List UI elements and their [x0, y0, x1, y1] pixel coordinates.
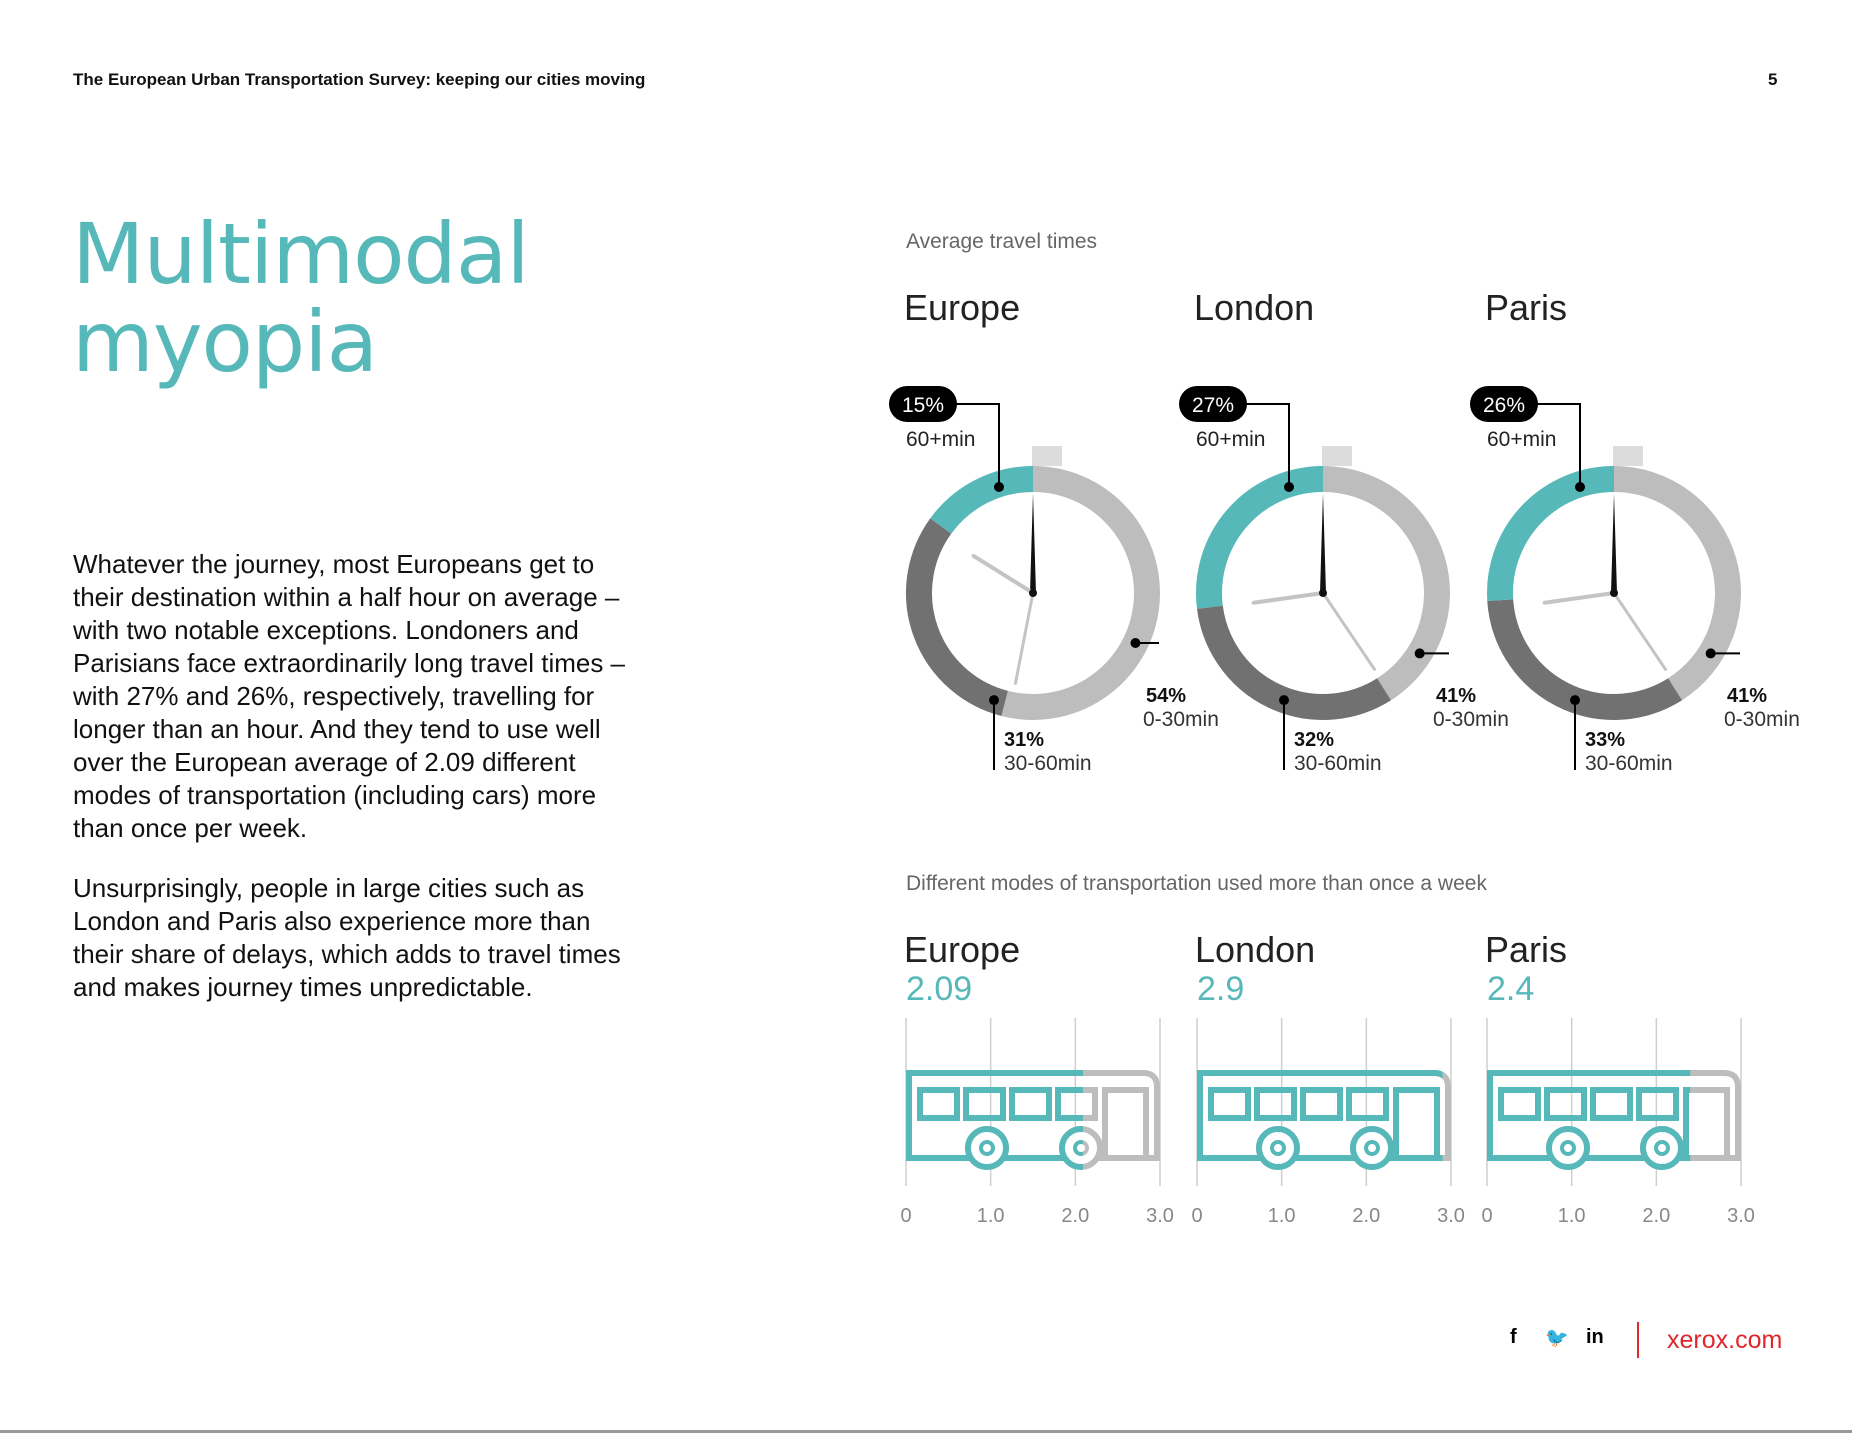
- bus-window-fill-europe-1: [966, 1090, 1003, 1118]
- modes-chart-name-europe: Europe: [904, 929, 1021, 970]
- bus-window-fill-london-3: [1349, 1090, 1386, 1118]
- footer-divider: [1637, 1322, 1639, 1358]
- callout-pct-60-paris: 26%: [1482, 394, 1526, 417]
- bus-wheel-fill-europe-0: [968, 1129, 1006, 1167]
- tick-label-europe-3: 3.0: [1146, 1205, 1174, 1227]
- bus-window-background-paris-0: [1501, 1090, 1538, 1118]
- stopwatch-second-hand-europe: [1030, 493, 1036, 593]
- modes-chart-value-paris: 2.4: [1487, 970, 1535, 1008]
- travel-chart-name-europe: Europe: [904, 287, 1021, 328]
- bus-door-background-london: [1396, 1090, 1437, 1158]
- callout-pct-030-paris: 41%: [1727, 685, 1768, 707]
- bus-window-background-london-1: [1257, 1090, 1294, 1118]
- callout-label-60-london: 60+min: [1196, 428, 1266, 451]
- bus-window-fill-europe-3: [1058, 1090, 1095, 1118]
- bus-window-background-paris-2: [1593, 1090, 1630, 1118]
- stopwatch-center-paris: [1610, 589, 1618, 597]
- callout-label-60-paris: 60+min: [1487, 428, 1557, 451]
- donut-slice-europe-60plusmin: [941, 479, 1033, 526]
- callout-label-3060-london: 30-60min: [1294, 752, 1382, 775]
- tick-label-europe-0: 0: [900, 1205, 912, 1227]
- bus-window-fill-paris-1: [1547, 1090, 1584, 1118]
- bottom-rule: [0, 1430, 1852, 1433]
- stopwatch-hour-hand-london: [1254, 593, 1323, 603]
- modes-chart-value-europe: 2.09: [906, 970, 973, 1008]
- tick-label-paris-1: 1.0: [1557, 1205, 1586, 1227]
- facebook-icon[interactable]: f: [1510, 1326, 1517, 1348]
- tick-label-london-0: 0: [1191, 1205, 1203, 1227]
- callout-pct-3060-paris: 33%: [1585, 729, 1626, 751]
- page-number: 5: [1768, 70, 1778, 89]
- travel-times-chart-title: Average travel times: [906, 230, 1098, 253]
- bus-wheel-fill-london-1: [1353, 1129, 1391, 1167]
- tick-label-paris-0: 0: [1481, 1205, 1493, 1227]
- callout-label-3060-europe: 30-60min: [1004, 752, 1092, 775]
- donut-slice-paris-60plusmin: [1500, 479, 1614, 600]
- bus-window-background-europe-1: [966, 1090, 1003, 1118]
- bus-window-fill-europe-0: [920, 1090, 957, 1118]
- donut-slice-europe-30-60min: [919, 526, 1005, 703]
- travel-chart-name-london: London: [1194, 287, 1315, 328]
- stopwatch-center-europe: [1029, 589, 1037, 597]
- bus-window-background-paris-1: [1547, 1090, 1584, 1118]
- body-paragraph-1: Whatever the journey, most Europeans get to their destination within a half hour on average – with two notable exceptions. Londoners and Parisians face extraordinarily long travel times – with 27% and 26%, respectively, travelling for longer than an hour. And they tend to use well over the European average of 2.09 different modes of transportation (including cars) more than once per week.: [73, 549, 626, 843]
- callout-label-030-europe: 0-30min: [1143, 708, 1219, 731]
- bus-window-fill-london-2: [1303, 1090, 1340, 1118]
- stopwatch-minute-hand-london: [1323, 593, 1374, 669]
- callout-label-030-paris: 0-30min: [1724, 708, 1800, 731]
- modes-chart-name-paris: Paris: [1485, 929, 1568, 970]
- callout-pct-030-europe: 54%: [1146, 685, 1187, 707]
- callout-pct-3060-europe: 31%: [1004, 729, 1045, 751]
- callout-pct-60-london: 27%: [1191, 394, 1235, 417]
- stopwatch-crown-europe: [1032, 446, 1062, 466]
- modes-chart-title: Different modes of transportation used more than once a week: [906, 872, 1487, 895]
- stopwatch-hour-hand-paris: [1545, 593, 1614, 603]
- callout-pct-60-europe: 15%: [901, 394, 945, 417]
- twitter-icon[interactable]: 🐦: [1545, 1328, 1569, 1349]
- linkedin-icon[interactable]: in: [1586, 1326, 1604, 1348]
- bus-door-fill-london: [1396, 1090, 1437, 1158]
- bus-window-background-london-2: [1303, 1090, 1340, 1118]
- modes-chart-value-london: 2.9: [1197, 970, 1245, 1008]
- tick-label-london-2: 2.0: [1352, 1205, 1381, 1227]
- bus-window-fill-london-0: [1211, 1090, 1248, 1118]
- page-title-line-2: myopia: [72, 293, 378, 391]
- bus-door-background-paris: [1686, 1090, 1727, 1158]
- tick-label-paris-2: 2.0: [1642, 1205, 1671, 1227]
- bus-door-fill-paris: [1686, 1090, 1727, 1158]
- tick-label-london-3: 3.0: [1437, 1205, 1465, 1227]
- tick-label-europe-2: 2.0: [1061, 1205, 1090, 1227]
- bus-window-background-london-3: [1349, 1090, 1386, 1118]
- callout-label-3060-paris: 30-60min: [1585, 752, 1673, 775]
- bus-wheel-fill-paris-1: [1643, 1129, 1681, 1167]
- footer-site-link[interactable]: xerox.com: [1667, 1326, 1783, 1354]
- tick-label-london-1: 1.0: [1267, 1205, 1296, 1227]
- stopwatch-second-hand-paris: [1611, 493, 1617, 593]
- stopwatch-minute-hand-paris: [1614, 593, 1665, 669]
- bus-wheel-fill-london-0: [1259, 1129, 1297, 1167]
- donut-slice-paris-30-60min: [1500, 600, 1675, 707]
- tick-label-europe-1: 1.0: [976, 1205, 1005, 1227]
- bus-door-fill-europe: [1105, 1090, 1146, 1158]
- stopwatch-minute-hand-europe: [1015, 593, 1033, 683]
- stopwatch-center-london: [1319, 589, 1327, 597]
- callout-label-030-london: 0-30min: [1433, 708, 1509, 731]
- bus-window-fill-london-1: [1257, 1090, 1294, 1118]
- bus-wheel-fill-paris-0: [1549, 1129, 1587, 1167]
- stopwatch-hour-hand-europe: [974, 556, 1033, 593]
- modes-chart-name-london: London: [1195, 929, 1316, 970]
- donut-slice-london-30-60min: [1210, 607, 1384, 707]
- bus-window-background-europe-3: [1058, 1090, 1095, 1118]
- stopwatch-crown-london: [1322, 446, 1352, 466]
- bus-window-fill-europe-2: [1012, 1090, 1049, 1118]
- donut-slice-europe-0-30min: [1005, 479, 1147, 707]
- donut-slice-london-60plusmin: [1209, 479, 1323, 607]
- bus-window-background-europe-0: [920, 1090, 957, 1118]
- bus-window-background-london-0: [1211, 1090, 1248, 1118]
- bus-window-fill-paris-2: [1593, 1090, 1630, 1118]
- stopwatch-crown-paris: [1613, 446, 1643, 466]
- bus-window-background-europe-2: [1012, 1090, 1049, 1118]
- bus-window-fill-paris-3: [1639, 1090, 1676, 1118]
- tick-label-paris-3: 3.0: [1727, 1205, 1755, 1227]
- page-title-line-1: Multimodal: [72, 205, 529, 303]
- callout-pct-030-london: 41%: [1436, 685, 1477, 707]
- bus-window-background-paris-3: [1639, 1090, 1676, 1118]
- callout-pct-3060-london: 32%: [1294, 729, 1335, 751]
- bus-door-background-europe: [1105, 1090, 1146, 1158]
- body-paragraph-2: Unsurprisingly, people in large cities such as London and Paris also experience more than their share of delays, which adds to travel times and makes journey times unpredictable.: [73, 873, 621, 1002]
- header-title: The European Urban Transportation Survey: keeping our cities moving: [73, 70, 646, 89]
- bus-fill-london: [1200, 1073, 1448, 1167]
- callout-label-60-europe: 60+min: [906, 428, 976, 451]
- bus-window-fill-paris-0: [1501, 1090, 1538, 1118]
- travel-chart-name-paris: Paris: [1485, 287, 1568, 328]
- stopwatch-second-hand-london: [1320, 493, 1326, 593]
